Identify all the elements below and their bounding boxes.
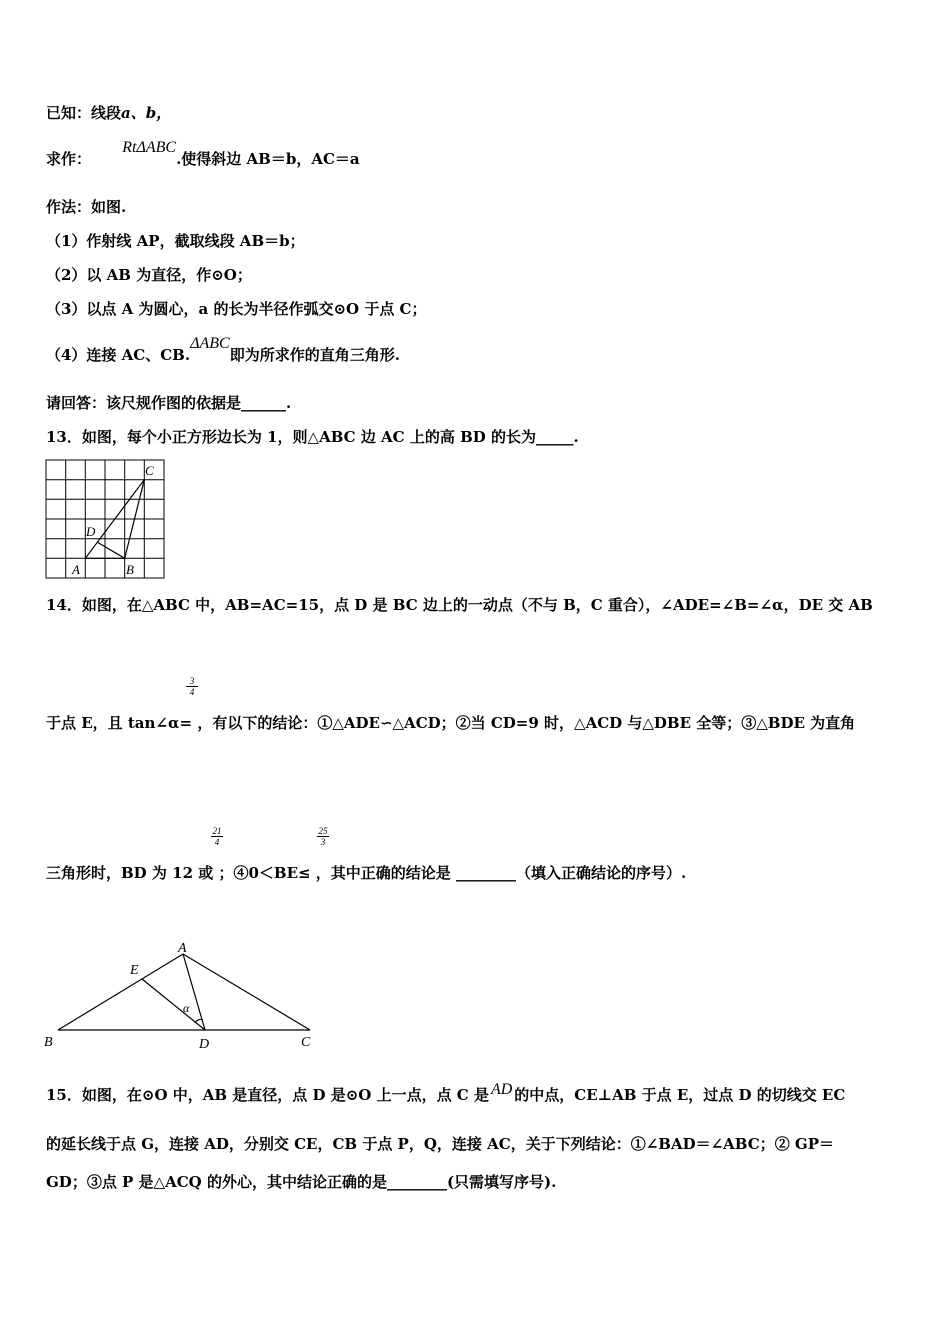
p15-line-1 [46,1081,846,1105]
known-vars: a、b， [121,104,172,122]
method-line: 作法：如图. [46,198,127,216]
fraction-3-4 [186,676,198,697]
segment-AB [58,954,183,1030]
p12-question: 请回答：该尺规作图的依据是______. [46,394,292,412]
label-D: D [199,1037,210,1052]
fraction-25-3 [317,826,329,847]
frac3-num: 25 [318,826,328,836]
known-label: 已知：线段 [46,104,122,122]
p13-text: 13．如图，每个小正方形边长为 1，则△ABC 边 AC 上的高 BD 的长为_____. [46,428,579,446]
frac2-num: 21 [212,826,222,836]
step-1: （1）作射线 AP，截取线段 AB＝b； [46,232,305,250]
construct-rest: .使得斜边 AB＝b，AC＝a [176,150,360,168]
label-C: C [145,463,154,478]
fraction-21-4 [211,826,223,847]
p15-line-2: 的延长线于点 G，连接 AD，分别交 CE，CB 于点 P，Q，连接 AC，关于下列结论：①∠BAD＝∠ABC；② GP＝ [46,1135,835,1153]
p13-grid-figure [44,458,166,580]
step-4-math: ΔABC [190,335,230,352]
p14-line-3: 三角形时，BD 为 12 或 ；④0＜BE≤ ，其中正确的结论是 ________（填入正确结论的序号）. [46,864,687,882]
step-4 [46,335,400,365]
p15-line-1-b: 的中点，CE⊥AB 于点 E，过点 D 的切线交 EC [514,1086,846,1104]
step-4-b: 即为所求作的直角三角形. [229,346,400,364]
frac1-den: 4 [189,687,195,697]
construct-math: RtΔABC [122,139,177,156]
construct-label: 求作： [46,150,92,168]
step-2: （2）以 AB 为直径，作⊙O； [46,266,252,284]
known-line [46,102,171,123]
step-3: （3）以点 A 为圆心，a 的长为半径作弧交⊙O 于点 C； [46,300,427,318]
label-C: C [301,1035,311,1050]
label-B: B [44,1035,53,1050]
label-A: A [72,562,80,577]
arc-AD: AD [490,1081,513,1098]
frac2-den: 4 [214,837,220,847]
label-E: E [130,963,139,978]
segment-BD [97,542,125,558]
p14-line-2: 于点 E，且 tan∠α= ，有以下的结论：①△ADE∽△ACD；②当 CD=9 时，△ACD 与△DBE 全等；③△BDE 为直角 [46,714,856,732]
p14-line-1: 14．如图，在△ABC 中，AB=AC=15，点 D 是 BC 边上的一动点（不与 B，C 重合），∠ADE=∠B=∠α，DE 交 AB [46,596,873,614]
p15-line-3: GD；③点 P 是△ACQ 的外心，其中结论正确的是________(只需填写序号). [46,1173,557,1191]
label-A: A [178,941,187,956]
label-D: D [86,524,96,539]
step-4-a: （4）连接 AC、CB. [46,346,191,364]
frac3-den: 3 [320,837,326,847]
p15-line-1-a: 15．如图，在⊙O 中，AB 是直径，点 D 是⊙O 上一点，点 C 是 [46,1086,489,1104]
p14-triangle-figure [40,936,330,1056]
frac1-num: 3 [186,676,198,687]
label-alpha: α [183,1001,190,1015]
construct-line [46,139,360,169]
label-B: B [126,562,134,577]
